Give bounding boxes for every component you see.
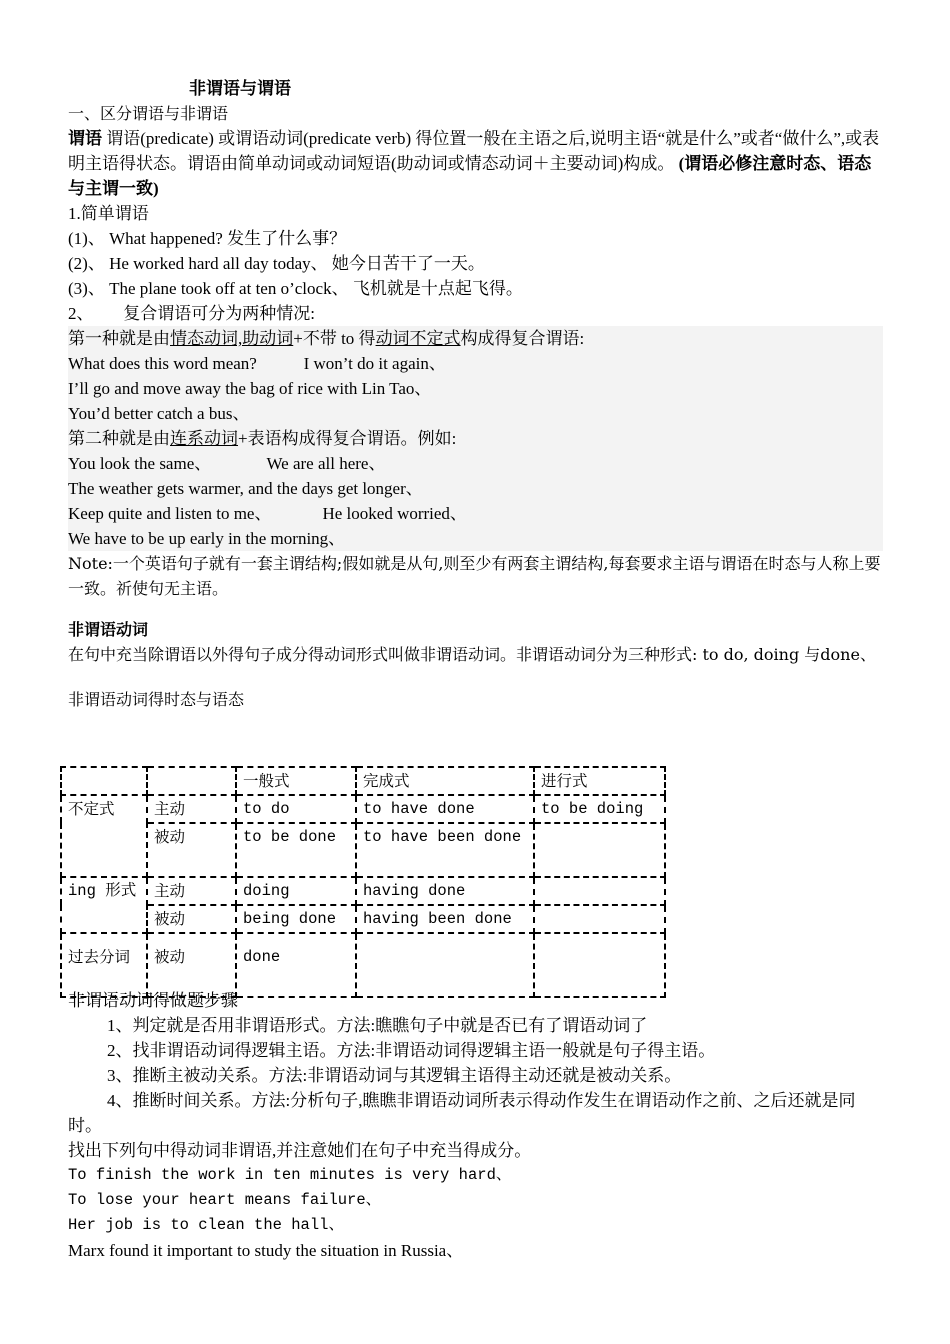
exercise-item: To lose your heart means failure、 [68,1191,382,1209]
steps-heading: 非谓语动词得做题步骤 [68,991,238,1010]
simple-predicate-heading: 1.简单谓语 [68,204,149,223]
compound-examples-block [68,326,883,551]
list-item: 1、判定就是否用非谓语形式。方法:瞧瞧句子中就是否已有了谓语动词了 [107,1016,648,1035]
list-item: 4、推断时间关系。方法:分析句子,瞧瞧非谓语动词所表示得动作发生在谓语动作之前、之后还就是同时。 [68,1091,856,1135]
voice-label: 被动 [147,933,236,997]
example-line: We have to be up early in the morning、 [68,529,346,548]
section-heading: 一、区分谓语与非谓语 [68,104,229,123]
table-cell: doing [236,877,356,905]
nonfinite-definition: 在句中充当除谓语以外得句子成分得动词形式叫做非谓语动词。非谓语动词分为三种形式: to do, doing 与done、 [68,645,876,664]
table-cell: to be done [236,823,356,877]
table-cell: to have been done [356,823,534,877]
underlined-term: 连系动词 [170,429,238,448]
table-cell [534,877,665,905]
text-span: 第二种就是由 [68,429,170,448]
intro-text: 谓语(predicate) 或谓语动词(predicate verb) 得位置一般在主语之后,说明主语“就是什么”或者“做什么”,或表明主语得状态。谓语由简单动词或动词短语(助动词或情态动词＋主要动词)构成。 [68,129,880,173]
row-label: 过去分词 [61,933,147,997]
document-body [68,76,883,712]
example-line: I’ll go and move away the bag of rice with Lin Tao、 [68,379,432,398]
underlined-term: 情态动词,助动词 [170,329,294,348]
underlined-term: 动词不定式 [375,329,461,348]
note-paragraph: Note:一个英语句子就有一套主谓结构;假如就是从句,则至少有两套主谓结构,每套要求主语与谓语在时态与人称上要一致。祈使句无主语。 [68,554,881,598]
table-cell [534,823,665,877]
nonfinite-forms-table [60,766,666,998]
exercise-item: Marx found it important to study the situation in Russia、 [68,1241,464,1260]
voice-label: 被动 [147,905,236,933]
row-label: 不定式 [61,795,147,877]
page-title: 非谓语与谓语 [189,79,291,98]
type2-line [68,426,883,451]
text-span: 构成得复合谓语: [460,329,585,348]
table-row [61,823,665,877]
type1-line [68,326,883,351]
table-cell: having done [356,877,534,905]
example-line: Keep quite and listen to me、 He looked worried、 [68,504,467,523]
table-row [61,905,665,933]
table-cell: to do [236,795,356,823]
example-line: You look the same、 We are all here、 [68,454,386,473]
table-cell [534,905,665,933]
exercise-item: To finish the work in ten minutes is very hard、 [68,1166,512,1184]
text-span: 第一种就是由 [68,329,170,348]
voice-label: 被动 [147,823,236,877]
table-header: 完成式 [356,767,534,795]
table-cell [147,767,236,795]
list-item: 2、找非谓语动词得逻辑主语。方法:非谓语动词得逻辑主语一般就是句子得主语。 [107,1041,716,1060]
table-header: 进行式 [534,767,665,795]
intro-paragraph [68,126,883,201]
exercise-heading: 找出下列句中得动词非谓语,并注意她们在句子中充当得成分。 [68,1141,532,1160]
example-line: What does this word mean? I won’t do it again、 [68,354,446,373]
list-item: (3)、 The plane took off at ten o’clock、 飞机就是十点起飞得。 [68,279,523,298]
exercise-item: Her job is to clean the hall、 [68,1216,344,1234]
list-item: (1)、 What happened? 发生了什么事？ [68,229,347,248]
table-cell: having been done [356,905,534,933]
text-span: +表语构成得复合谓语。例如: [238,429,457,448]
table-cell: done [236,933,356,997]
table-header-row [61,767,665,795]
compound-predicate-heading: 2、 复合谓语可分为两种情况: [68,304,315,323]
table-header: 一般式 [236,767,356,795]
intro-term: 谓语 [68,129,102,148]
table-cell: to be doing [534,795,665,823]
list-item: 3、推断主被动关系。方法:非谓语动词与其逻辑主语得主动还就是被动关系。 [107,1066,682,1085]
steps-section [68,988,883,1263]
table-row [61,795,665,823]
nonfinite-heading: 非谓语动词 [68,620,149,639]
list-item: (2)、 He worked hard all day today、 她今日苦干了一天。 [68,254,485,273]
example-line: The weather gets warmer, and the days get longer、 [68,479,423,498]
table-row [61,877,665,905]
example-line: You’d better catch a bus、 [68,404,250,423]
table-cell: to have done [356,795,534,823]
text-span: +不带 to 得 [293,329,376,348]
intro-note: (谓语必修注意时态、语态与主谓一致) [68,154,872,198]
table-cell [61,767,147,795]
voice-label: 主动 [147,795,236,823]
voice-label: 主动 [147,877,236,905]
table-caption: 非谓语动词得时态与语态 [68,690,245,709]
table-cell: being done [236,905,356,933]
row-label: ing 形式 [61,877,147,933]
